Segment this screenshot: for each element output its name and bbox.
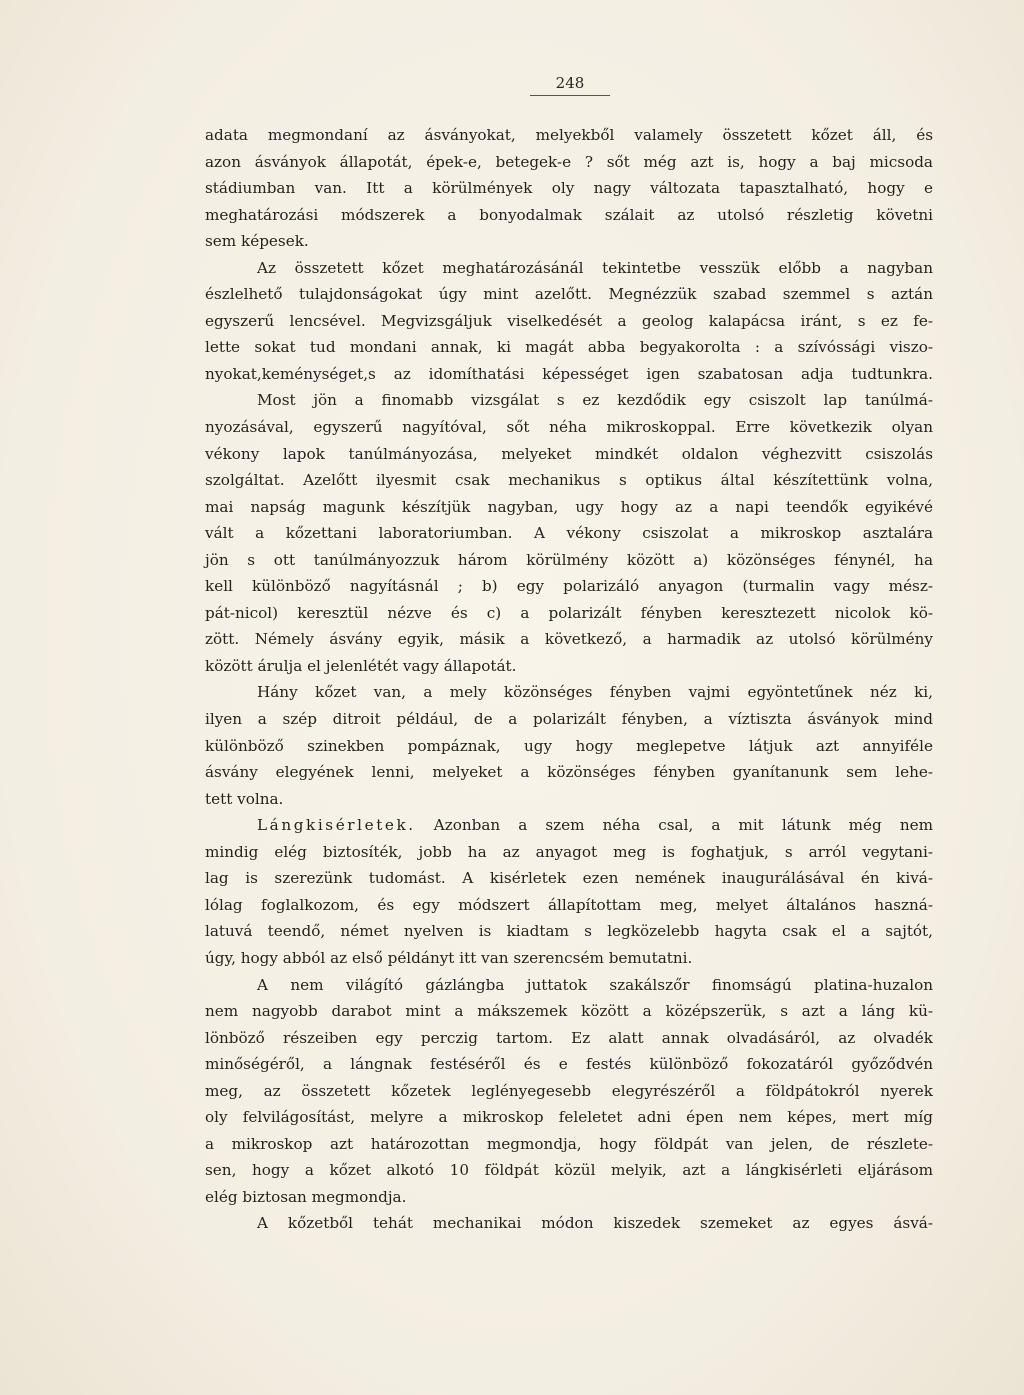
text-line: [205, 600, 933, 627]
body-text: [205, 122, 933, 1237]
text-line: [205, 733, 933, 760]
text-line-content: meg, az összetett kőzetek leglényegesebb elegyrészéről a földpátokról nyerek: [205, 1081, 933, 1100]
text-line-content: stádiumban van. Itt a körülmények oly nagy változata tapasztalható, hogy e: [205, 179, 933, 198]
text-line: [205, 626, 933, 653]
text-line: [205, 281, 933, 308]
text-line: [205, 547, 933, 574]
text-line-content: pát-nicol) keresztül nézve és c) a polarizált fényben keresztezett nicolok kö-: [205, 603, 933, 622]
text-line: [205, 441, 933, 468]
text-line: [205, 387, 933, 414]
text-line: [205, 786, 933, 813]
text-line-content: sem képesek.: [205, 232, 309, 251]
text-line-content: tett volna.: [205, 789, 284, 808]
text-line-content: mai napság magunk készítjük nagyban, ugy hogy az a napi teendők egyikévé: [205, 497, 933, 516]
page-number: 248: [530, 74, 610, 96]
text-line: [205, 122, 933, 149]
text-line-content: minőségéről, a lángnak festéséről és e festés különböző fokozatáról győződvén: [205, 1055, 933, 1074]
text-line: [205, 1078, 933, 1105]
text-line: [205, 573, 933, 600]
text-line-content: A kőzetből tehát mechanikai módon kiszedek szemeket az egyes ásvá-: [257, 1214, 933, 1233]
text-line-content: lólag foglalkozom, és egy módszert állapítottam meg, melyet általános haszná-: [205, 895, 933, 914]
text-line: [205, 865, 933, 892]
text-line: [205, 467, 933, 494]
text-line-content: úgy, hogy abból az első példányt itt van szerencsém bemutatni.: [205, 948, 693, 967]
text-line: [205, 494, 933, 521]
text-line: [205, 175, 933, 202]
text-line-content: észlelhető tulajdonságokat úgy mint azelőtt. Megnézzük szabad szemmel s aztán: [205, 285, 933, 304]
text-line-content: ásvány elegyének lenni, melyeket a közönséges fényben gyanítanunk sem lehe-: [205, 763, 933, 782]
text-line-content: vékony lapok tanúlmányozása, melyeket mindkét oldalon véghezvitt csiszolás: [205, 444, 933, 463]
text-line: [205, 679, 933, 706]
text-line-content: elég biztosan megmondja.: [205, 1187, 407, 1206]
text-line-content: vált a kőzettani laboratoriumban. A vékony csiszolat a mikroskop asztalára: [205, 524, 933, 543]
text-line-content: Hány kőzet van, a mely közönséges fényben vajmi egyöntetűnek néz ki,: [257, 683, 933, 702]
text-line: [205, 653, 933, 680]
text-line-content: jön s ott tanúlmányozzuk három körülmény között a) közönséges fénynél, ha: [205, 550, 933, 569]
text-line: [205, 972, 933, 999]
text-line: [205, 255, 933, 282]
text-line-content: nyokat,keménységet,s az idomíthatási képességet igen szabatosan adja tudtunkra.: [205, 364, 933, 383]
text-line-content: latuvá teendő, német nyelven is kiadtam s legközelebb hagyta csak el a sajtót,: [205, 922, 933, 941]
text-line-content: között árulja el jelenlétét vagy állapotát.: [205, 656, 517, 675]
text-line-content: lag is szerezünk tudomást. A kisérletek ezen nemének inaugurálásával én kivá-: [205, 869, 933, 888]
text-line-content: meghatározási módszerek a bonyodalmak szálait az utolsó részletig követni: [205, 205, 933, 224]
text-line-content: azon ásványok állapotát, épek-e, betegek-e ? sőt még azt is, hogy a baj micsoda: [205, 152, 933, 171]
text-line: [205, 334, 933, 361]
text-line: [205, 892, 933, 919]
text-line: [205, 1051, 933, 1078]
text-line: [205, 839, 933, 866]
text-line-content: Az összetett kőzet meghatározásánál tekintetbe vesszük előbb a nagyban: [257, 258, 933, 277]
text-line: [205, 308, 933, 335]
text-line-content: a mikroskop azt határozottan megmondja, hogy földpát van jelen, de részlete-: [205, 1134, 933, 1153]
text-line: [205, 149, 933, 176]
text-line: [205, 998, 933, 1025]
text-line-content: Most jön a finomabb vizsgálat s ez kezdődik egy csiszolt lap tanúlmá-: [257, 391, 933, 410]
text-line: [205, 1025, 933, 1052]
text-line: [205, 414, 933, 441]
text-line-content: adata megmondaní az ásványokat, melyekből valamely összetett kőzet áll, és: [205, 126, 933, 144]
text-line: [205, 202, 933, 229]
text-line-content: nyozásával, egyszerű nagyítóval, sőt néha mikroskoppal. Erre következik olyan: [205, 418, 933, 437]
text-line-content: egyszerű lencsével. Megvizsgáljuk viselkedését a geolog kalapácsa iránt, s ez fe-: [205, 311, 933, 330]
text-line: [205, 1210, 933, 1237]
text-line-content: ilyen a szép ditroit például, de a polarizált fényben, a víztiszta ásványok mind: [205, 710, 933, 729]
text-line: [205, 706, 933, 733]
text-line-content: oly felvilágosítást, melyre a mikroskop feleletet adni épen nem képes, mert míg: [205, 1108, 933, 1127]
text-line-content: szolgáltat. Azelőtt ilyesmit csak mechanikus s optikus által készítettünk volna,: [205, 471, 933, 490]
text-line-content: mindig elég biztosíték, jobb ha az anyagot meg is foghatjuk, s arról vegytani-: [205, 842, 933, 861]
section-heading: Lángkisérletek.: [257, 816, 416, 835]
text-line-content: különböző szinekben pompáznak, ugy hogy meglepetve látjuk azt annyiféle: [205, 736, 933, 755]
text-line: [205, 228, 933, 255]
text-line-content: Azonban a szem néha csal, a mit látunk még nem: [433, 816, 933, 835]
text-line: [205, 945, 933, 972]
text-line-content: A nem világító gázlángba juttatok szakálszőr finomságú platina-huzalon: [257, 975, 933, 994]
text-line: [205, 1157, 933, 1184]
text-line-content: lette sokat tud mondani annak, ki magát abba begyakorolta : a szívóssági viszo-: [205, 338, 933, 357]
text-line-content: sen, hogy a kőzet alkotó 10 földpát közül melyik, azt a lángkisérleti eljárásom: [205, 1161, 933, 1180]
text-line: [205, 520, 933, 547]
text-line: [205, 1184, 933, 1211]
text-line: [205, 1104, 933, 1131]
text-line-content: zött. Némely ásvány egyik, másik a következő, a harmadik az utolsó körülmény: [205, 630, 933, 649]
text-line: [205, 812, 933, 839]
text-line-content: nem nagyobb darabot mint a mákszemek között a középszerük, s azt a láng kü-: [205, 1002, 933, 1021]
text-line-content: kell különböző nagyításnál ; b) egy polarizáló anyagon (turmalin vagy mész-: [205, 577, 933, 596]
text-line-content: lönböző részeiben egy perczig tartom. Ez alatt annak olvadásáról, az olvadék: [205, 1028, 933, 1047]
text-line: [205, 1131, 933, 1158]
text-line: [205, 918, 933, 945]
text-line: [205, 361, 933, 388]
text-line: [205, 759, 933, 786]
